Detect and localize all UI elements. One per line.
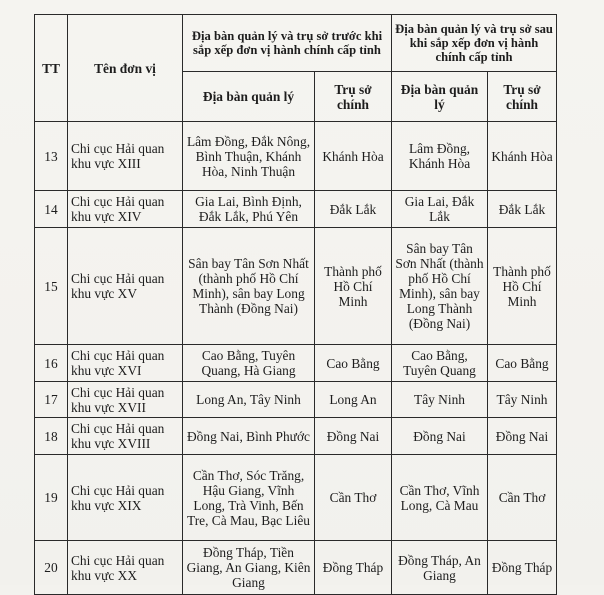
header-area-before: Địa bàn quản lý <box>183 72 315 122</box>
table-row <box>35 382 557 418</box>
header-row-1 <box>35 15 557 72</box>
row-area-before: Gia Lai, Bình Định, Đắk Lắk, Phú Yên <box>183 191 315 228</box>
table-row <box>35 122 557 191</box>
row-unit: Chi cục Hải quan khu vực XIII <box>68 122 183 191</box>
row-unit: Chi cục Hải quan khu vực XVII <box>68 382 183 418</box>
row-hq-after: Cần Thơ <box>488 455 557 541</box>
table-row <box>35 455 557 541</box>
row-tt: 16 <box>35 345 68 382</box>
row-area-before: Sân bay Tân Sơn Nhất (thành phố Hồ Chí Minh), sân bay Long Thành (Đồng Nai) <box>183 228 315 345</box>
row-hq-before: Thành phố Hồ Chí Minh <box>315 228 392 345</box>
row-hq-after: Tây Ninh <box>488 382 557 418</box>
header-unit-name: Tên đơn vị <box>68 15 183 122</box>
header-tt: TT <box>35 15 68 122</box>
row-area-after: Gia Lai, Đắk Lắk <box>392 191 488 228</box>
row-hq-before: Cần Thơ <box>315 455 392 541</box>
row-hq-before: Đồng Tháp <box>315 541 392 595</box>
header-area-after: Địa bàn quản lý <box>392 72 488 122</box>
header-hq-before: Trụ sở chính <box>315 72 392 122</box>
row-area-after: Cao Bằng, Tuyên Quang <box>392 345 488 382</box>
row-hq-after: Cao Bằng <box>488 345 557 382</box>
table-row <box>35 541 557 595</box>
table-row <box>35 228 557 345</box>
row-area-after: Tây Ninh <box>392 382 488 418</box>
row-tt: 15 <box>35 228 68 345</box>
row-tt: 20 <box>35 541 68 595</box>
row-area-before: Đồng Tháp, Tiền Giang, An Giang, Kiên Giang <box>183 541 315 595</box>
row-unit: Chi cục Hải quan khu vực XVIII <box>68 418 183 455</box>
customs-unit-table <box>34 14 557 595</box>
table-row <box>35 345 557 382</box>
row-area-before: Đồng Nai, Bình Phước <box>183 418 315 455</box>
row-unit: Chi cục Hải quan khu vực XX <box>68 541 183 595</box>
header-before-group: Địa bàn quản lý và trụ sở trước khi sắp xếp đơn vị hành chính cấp tỉnh <box>183 15 392 72</box>
row-area-after: Sân bay Tân Sơn Nhất (thành phố Hồ Chí Minh), sân bay Long Thành (Đồng Nai) <box>392 228 488 345</box>
row-hq-after: Khánh Hòa <box>488 122 557 191</box>
header-hq-after: Trụ sở chính <box>488 72 557 122</box>
row-unit: Chi cục Hải quan khu vực XIV <box>68 191 183 228</box>
row-unit: Chi cục Hải quan khu vực XVI <box>68 345 183 382</box>
row-unit: Chi cục Hải quan khu vực XV <box>68 228 183 345</box>
row-area-after: Lâm Đồng, Khánh Hòa <box>392 122 488 191</box>
row-hq-after: Đồng Nai <box>488 418 557 455</box>
row-hq-before: Cao Bằng <box>315 345 392 382</box>
row-tt: 14 <box>35 191 68 228</box>
row-tt: 19 <box>35 455 68 541</box>
row-tt: 13 <box>35 122 68 191</box>
table-row <box>35 418 557 455</box>
row-area-before: Long An, Tây Ninh <box>183 382 315 418</box>
row-hq-after: Thành phố Hồ Chí Minh <box>488 228 557 345</box>
row-hq-after: Đồng Tháp <box>488 541 557 595</box>
row-area-after: Đồng Tháp, An Giang <box>392 541 488 595</box>
row-area-after: Cần Thơ, Vĩnh Long, Cà Mau <box>392 455 488 541</box>
row-tt: 17 <box>35 382 68 418</box>
table-row <box>35 191 557 228</box>
header-after-group: Địa bàn quản lý và trụ sở sau khi sắp xếp đơn vị hành chính cấp tỉnh <box>392 15 557 72</box>
row-area-before: Lâm Đồng, Đắk Nông, Bình Thuận, Khánh Hòa, Ninh Thuận <box>183 122 315 191</box>
row-area-before: Cần Thơ, Sóc Trăng, Hậu Giang, Vĩnh Long, Trà Vinh, Bến Tre, Cà Mau, Bạc Liêu <box>183 455 315 541</box>
row-area-before: Cao Bằng, Tuyên Quang, Hà Giang <box>183 345 315 382</box>
row-hq-before: Long An <box>315 382 392 418</box>
row-area-after: Đồng Nai <box>392 418 488 455</box>
row-tt: 18 <box>35 418 68 455</box>
row-hq-before: Đồng Nai <box>315 418 392 455</box>
row-unit: Chi cục Hải quan khu vực XIX <box>68 455 183 541</box>
row-hq-before: Đắk Lắk <box>315 191 392 228</box>
row-hq-after: Đắk Lắk <box>488 191 557 228</box>
row-hq-before: Khánh Hòa <box>315 122 392 191</box>
